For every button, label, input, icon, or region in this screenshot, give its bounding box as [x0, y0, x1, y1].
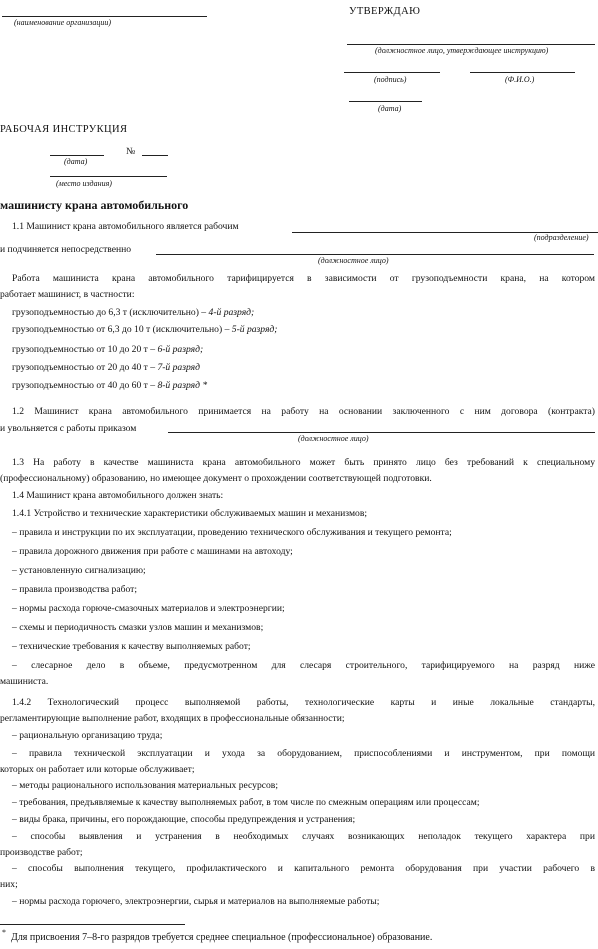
list-item: – методы рационального использования материальных ресурсов;: [12, 780, 278, 791]
approve-date-line: [349, 101, 422, 102]
para-1-4-1: 1.4.1 Устройство и технические характеристики обслуживаемых машин и механизмов;: [12, 508, 368, 519]
doc-number-label: №: [126, 146, 136, 157]
grade-range: грузоподъемностью от 10 до 20 т –: [12, 344, 158, 355]
grade-value: 6-й разряд;: [157, 344, 204, 355]
para-1-4-2-line-2: регламентирующие выполнение работ, входящих в профессиональные обязанности;: [0, 713, 345, 724]
doc-date-line: [50, 155, 104, 156]
list-item: – правила и инструкции по их эксплуатации, проведению технического обслуживания и текущего ремонта;: [12, 527, 452, 538]
para-1-2-line-1: 1.2 Машинист крана автомобильного принимается на работу на основании заключенного с ним договора (контракта): [12, 406, 595, 417]
grade-item-3: [12, 344, 203, 355]
grade-value: 4-й разряд;: [208, 307, 255, 318]
grade-value: 5-й разряд;: [231, 324, 278, 335]
list-item: – рациональную организацию труда;: [12, 730, 163, 741]
grade-value: 7-й разряд: [157, 362, 200, 373]
para-1-4-2-line-1: 1.4.2 Технологический процесс выполняемой работы, технологические карты и иные локальные стандарты,: [12, 697, 595, 708]
para-1-1-subordinate: и подчиняется непосредственно: [0, 244, 132, 255]
document-kind: РАБОЧАЯ ИНСТРУКЦИЯ: [0, 124, 128, 135]
list-item: – нормы расхода горючего, электроэнергии, сырья и материалов на выполняемые работы;: [12, 896, 380, 907]
list-item: – технические требования к качеству выполняемых работ;: [12, 641, 251, 652]
approve-date-caption: (дата): [378, 104, 402, 113]
grade-range: грузоподъемностью от 6,3 до 10 т (исключительно) –: [12, 324, 232, 335]
grade-item-4: [12, 362, 200, 373]
tariff-line-1: Работа машиниста крана автомобильного тарифицируется в зависимости от грузоподъемности крана, на котором: [12, 273, 595, 284]
dismissal-official-line: [168, 432, 595, 433]
dismissal-official-caption: (должностное лицо): [298, 434, 369, 443]
para-1-1: 1.1 Машинист крана автомобильного является рабочим: [12, 221, 239, 232]
list-item: – требования, предъявляемые к качеству выполняемых работ, в том числе по смежным операциям или процессам;: [12, 797, 480, 808]
subdivision-caption: (подразделение): [534, 233, 589, 242]
list-item: – правила производства работ;: [12, 584, 137, 595]
doc-number-line: [142, 155, 168, 156]
para-1-2-line-2: и увольняется с работы приказом: [0, 423, 137, 434]
grade-value: 8-й разряд *: [157, 380, 208, 391]
footnote-text: Для присвоения 7–8-го разрядов требуется среднее специальное (профессиональное) образование.: [11, 932, 433, 943]
list-item-tech-line-2: которых он работает или которые обслуживает;: [0, 764, 195, 775]
list-item-slesar-line-1: – слесарное дело в объеме, предусмотренном для слесаря строительного, тарифицируемого на разряд ниже: [12, 660, 595, 671]
full-name-caption: (Ф.И.О.): [505, 75, 535, 84]
official-caption: (должностное лицо): [318, 256, 389, 265]
list-item: – установленную сигнализацию;: [12, 565, 146, 576]
list-item-faults-line-1: – способы выявления и устранения в необходимых случаях возникающих неполадок текущего характера при: [12, 831, 595, 842]
list-item-slesar-line-2: машиниста.: [0, 676, 49, 687]
signature-line: [344, 72, 440, 73]
approve-label: УТВЕРЖДАЮ: [349, 6, 421, 17]
list-item: – нормы расхода горюче-смазочных материалов и электроэнергии;: [12, 603, 285, 614]
list-item: – виды брака, причины, его порождающие, способы предупреждения и устранения;: [12, 814, 356, 825]
para-1-3-line-1: 1.3 На работу в качестве машиниста крана автомобильного может быть принято лицо без требований к специальному: [12, 457, 595, 468]
signature-caption: (подпись): [374, 75, 407, 84]
list-item-repair-line-1: – способы выполнения текущего, профилактического и капитального ремонта оборудования при участии рабочего в: [12, 863, 595, 874]
para-1-4: 1.4 Машинист крана автомобильного должен знать:: [12, 490, 224, 501]
org-name-line: [2, 16, 207, 17]
approver-position-caption: (должностное лицо, утверждающее инструкцию): [375, 46, 549, 55]
grade-range: грузоподъемностью от 40 до 60 т –: [12, 380, 158, 391]
footnote-separator: [0, 924, 185, 925]
document-title: машинисту крана автомобильного: [0, 198, 189, 212]
grade-item-5: [12, 380, 207, 391]
list-item: – правила дорожного движения при работе с машинами на автоходу;: [12, 546, 293, 557]
supervisor-line: [156, 254, 594, 255]
approver-position-line: [347, 44, 595, 45]
doc-place-caption: (место издания): [56, 179, 112, 188]
grade-range: грузоподъемностью до 6,3 т (исключительно) –: [12, 307, 209, 318]
grade-item-1: [12, 307, 254, 318]
doc-date-caption: (дата): [64, 157, 88, 166]
para-1-3-line-2: (профессиональному) образованию, но имеющее документ о прохождении соответствующей подготовки.: [0, 473, 432, 484]
tariff-line-2: работает машинист, в частности:: [0, 289, 135, 300]
org-name-caption: (наименование организации): [14, 18, 112, 27]
list-item: – схемы и периодичность смазки узлов машин и механизмов;: [12, 622, 264, 633]
list-item-tech-line-1: – правила технической эксплуатации и ухода за оборудованием, приспособлениями и инструментом, при помощи: [12, 748, 595, 759]
list-item-repair-line-2: них;: [0, 879, 18, 890]
grade-item-2: [12, 324, 277, 335]
doc-place-line: [50, 176, 167, 177]
grade-range: грузоподъемностью от 20 до 40 т –: [12, 362, 158, 373]
list-item-faults-line-2: производстве работ;: [0, 847, 83, 858]
full-name-line: [470, 72, 575, 73]
footnote-mark: *: [2, 928, 6, 937]
